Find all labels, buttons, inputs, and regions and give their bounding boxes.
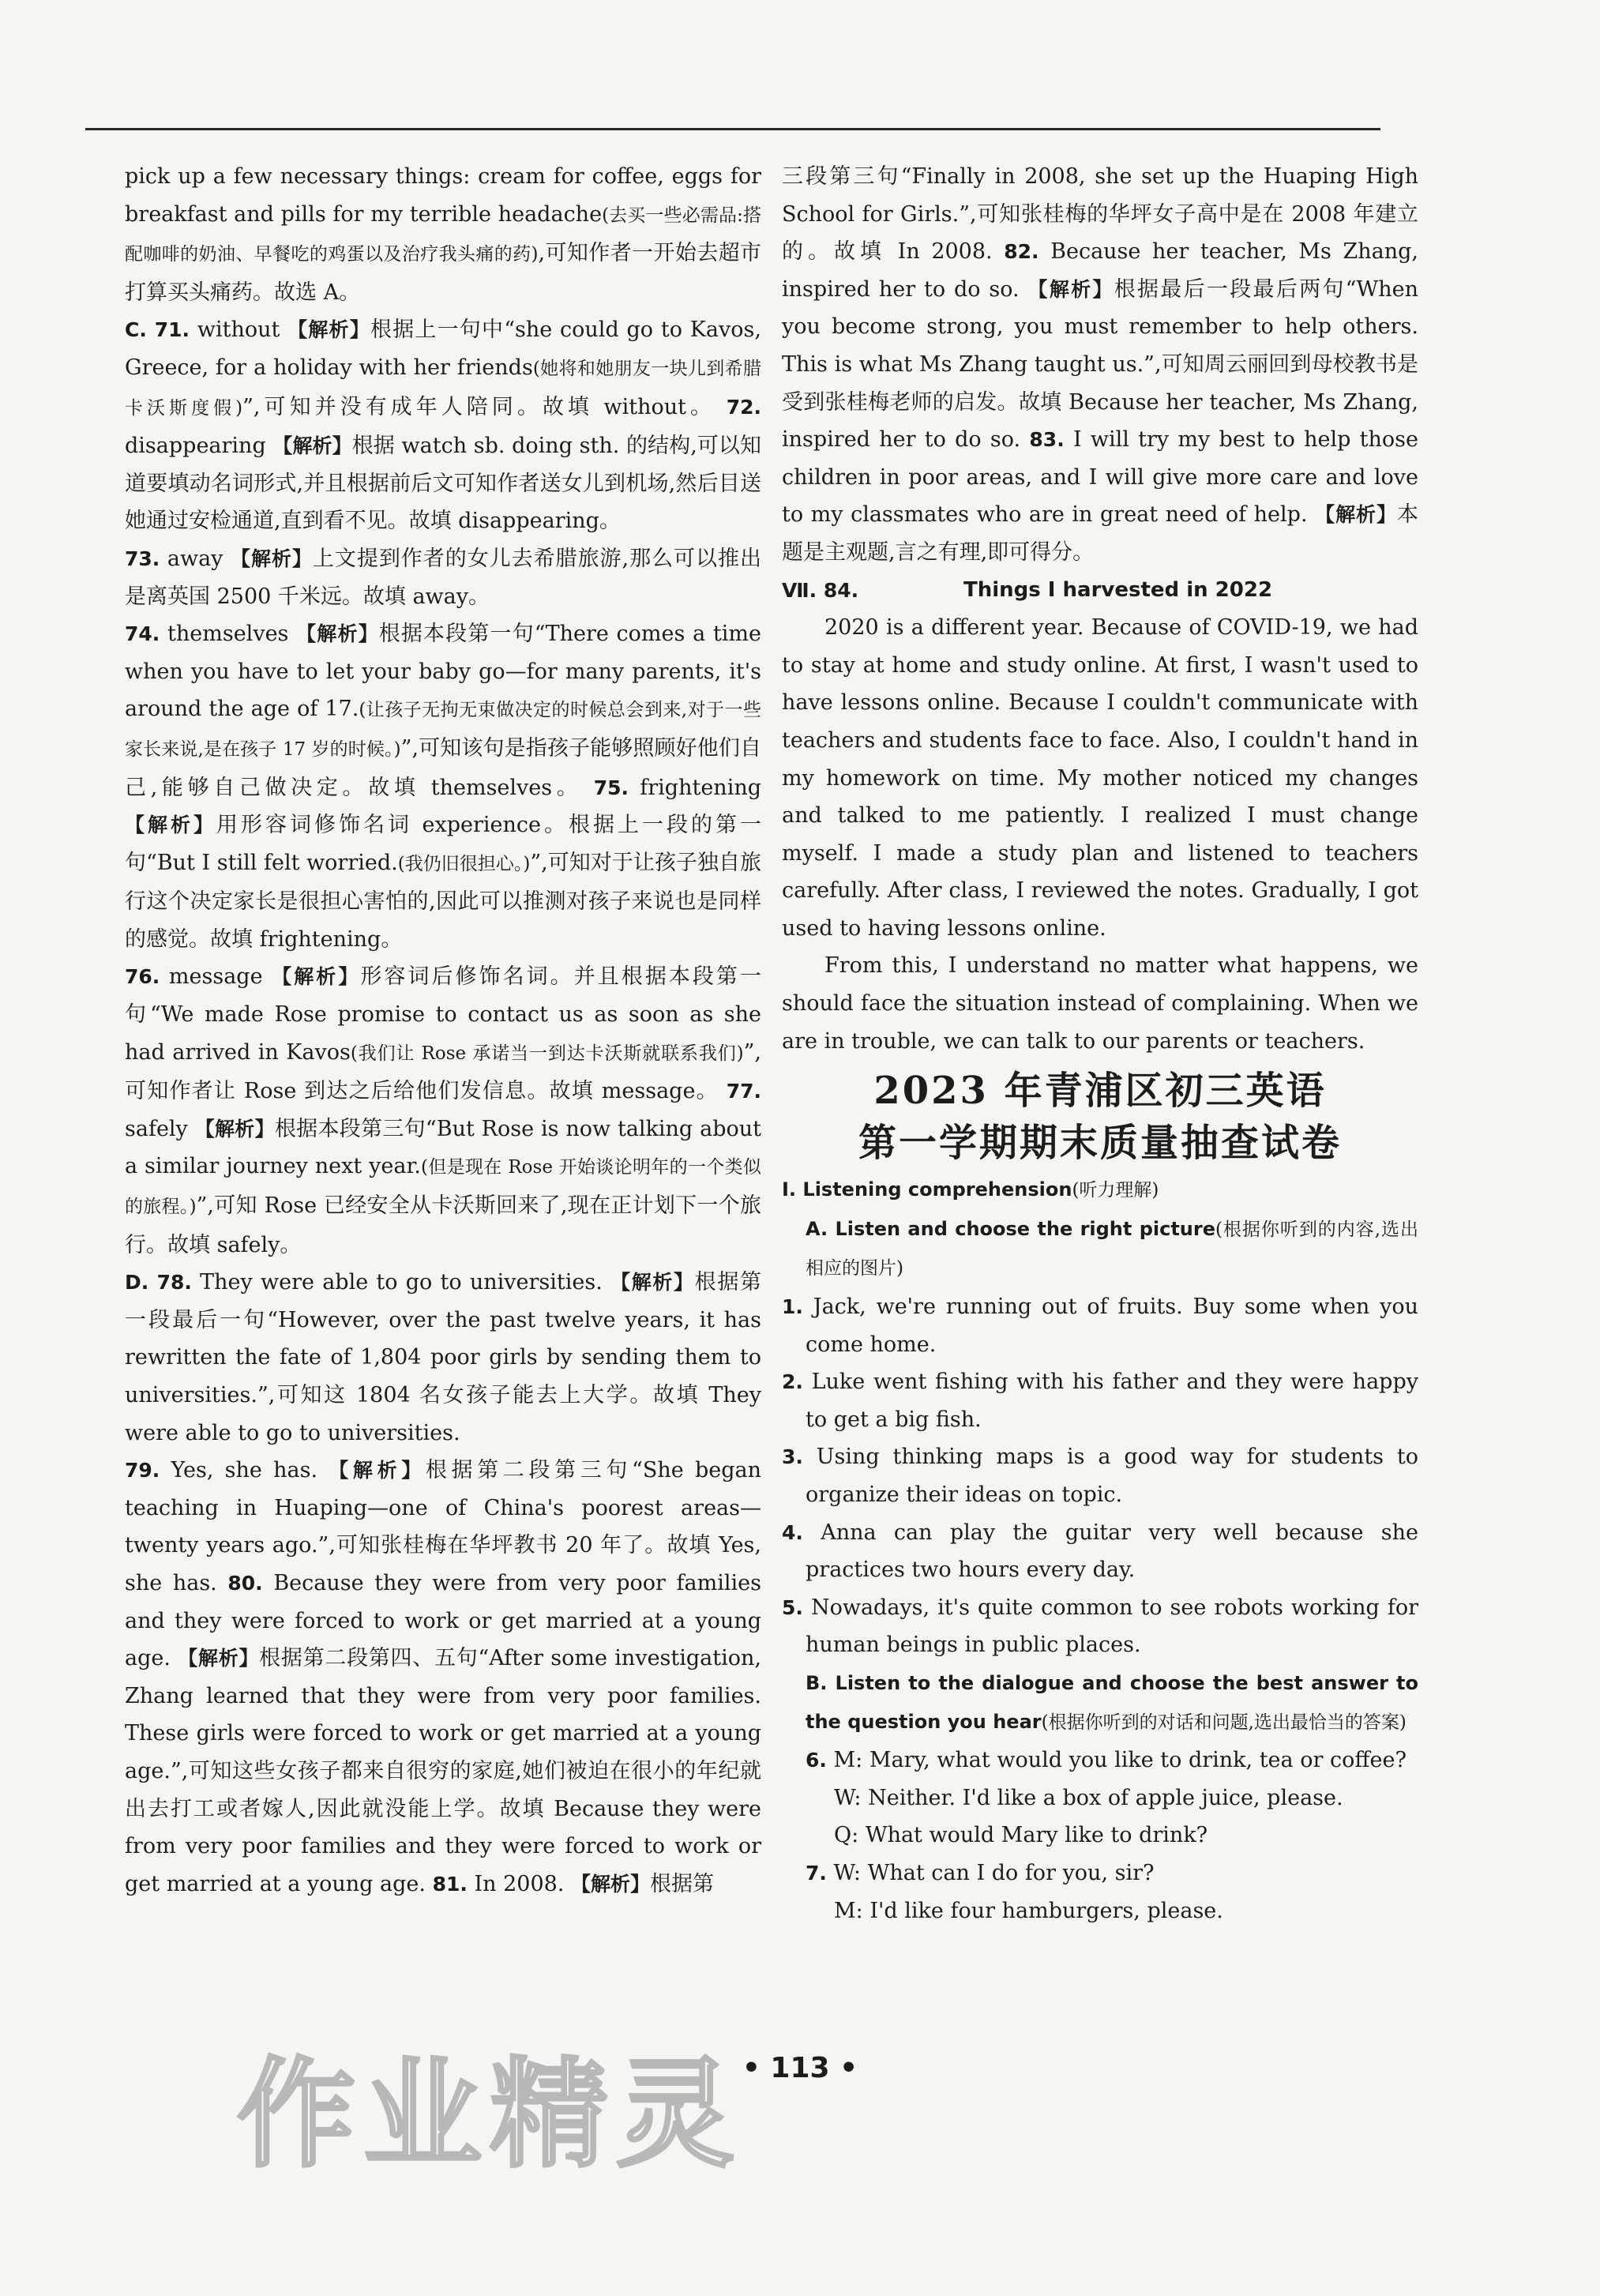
part-b-heading: B. Listen to the dialogue and choose the best answer to the question you hear(根据你听到的对话和问题,选出最恰当的答案)	[806, 1671, 1418, 1733]
dialogue-6-question: Q: What would Mary like to drink?	[834, 1823, 1208, 1848]
dialogue-6-line-2: W: Neither. I'd like a box of apple juice, please.	[834, 1785, 1343, 1810]
answer-76: 76. message 【解析】形容词后修饰名词。并且根据本段第一句“We made Rose promise to contact us as soon as she had arrived in Kavos(我们让 Rose 承诺当一到达卡沃斯就联系我们)”,可知作者让 Rose 到达之后给他们发信息。故填 message。 77. safely 【解析】根据本段第三句“But Rose is now talking about a similar journey next year.(但是现在 Rose 开始谈论明年的一个类似的旅程。)”,可知 Rose 已经安全从卡沃斯回来了,现在正计划下一个旅行。故填 safely。	[125, 964, 761, 1257]
essay-paragraph-2: From this, I understand no matter what happens, we should face the situation instead of complaining. When we are in trouble, we can talk to our parents or teachers.	[782, 953, 1418, 1054]
dialogue-6-line-1: 6. M: Mary, what would you like to drink, tea or coffee?	[806, 1748, 1407, 1773]
left-column	[125, 158, 761, 1903]
exam-title	[782, 1065, 1418, 1169]
essay-title: Things I harvested in 2022	[963, 577, 1273, 602]
exam-title-line-1: 2023 年青浦区初三英语	[873, 1069, 1327, 1114]
listening-item-5: 5. Nowadays, it's quite common to see robots working for human beings in public places.	[782, 1595, 1418, 1658]
watermark: 作业精灵	[237, 2046, 743, 2184]
essay-number: Ⅶ. 84.	[782, 578, 859, 602]
answer-78: D. 78. They were able to go to universities. 【解析】根据第一段最后一句“However, over the past twelve years, it has rewritten the fate of 1,804 poor girls by sending them to universities.”,可知这 1804 名女孩子能去上大学。故填 They were able to go to universities.	[125, 1270, 761, 1445]
answer-74: 74. themselves 【解析】根据本段第一句“There comes a time when you have to let your baby go—for many parents, it's around the age of 17.(让孩子无拘无束做决定的时候总会到来,对于一些家长来说,是在孩子 17 岁的时候。)”,可知该句是指孩子能够照顾好他们自己,能够自己做决定。故填 themselves。 75. frightening 【解析】用形容词修饰名词 experience。根据上一段的第一句“But I still felt worried.(我仍旧很担心。)”,可知对于让孩子独自旅行这个决定家长是很担心害怕的,因此可以推测对孩子来说也是同样的感觉。故填 frightening。	[125, 622, 761, 952]
dialogue-7-line-2: M: I'd like four hamburgers, please.	[834, 1898, 1223, 1923]
page-number: • 113 •	[742, 2052, 858, 2084]
listening-item-3: 3. Using thinking maps is a good way for students to organize their ideas on topic.	[782, 1445, 1418, 1507]
essay-heading	[782, 572, 1418, 610]
essay-paragraph-1: 2020 is a different year. Because of COVID-19, we had to stay at home and study online. At first, I wasn't used to have lessons online. Because I couldn't communicate with teachers and students face to face. Also, I couldn't hand in my homework on time. My mother noticed my changes and talked to me patiently. I realized I must change myself. I made a study plan and listened to teachers carefully. After class, I reviewed the notes. Gradually, I got used to having lessons online.	[782, 615, 1418, 941]
answer-73: 73. away 【解析】上文提到作者的女儿去希腊旅游,那么可以推出是离英国 2500 千米远。故填 away。	[125, 546, 761, 609]
dialogue-7-line-1: 7. W: What can I do for you, sir?	[806, 1860, 1155, 1885]
answer-81-cont: 三段第三句“Finally in 2008, she set up the Huaping High School for Girls.”,可知张桂梅的华坪女子高中是在 2008 年建立的。故填 In 2008. 82. Because her teacher, Ms Zhang, inspired her to do so. 【解析】根据最后一段最后两句“When you become strong, you must remember to help others. This is what Ms Zhang taught us.”,可知周云丽回到母校教书是受到张桂梅老师的启发。故填 Because her teacher, Ms Zhang, inspired her to do so. 83. I will try my best to help those children in poor areas, and I will give more care and love to my classmates who are in great need of help. 【解析】本题是主观题,言之有理,即可得分。	[782, 164, 1418, 565]
answer-79: 79. Yes, she has. 【解析】根据第二段第三句“She began teaching in Huaping—one of China's poorest areas—twenty years ago.”,可知张桂梅在华坪教书 20 年了。故填 Yes, she has. 80. Because they were from very poor families and they were forced to work or get married at a young age. 【解析】根据第二段第四、五句“After some investigation, Zhang learned that they were from very poor families. These girls were forced to work or get married at a young age.”,可知这些女孩子都来自很穷的家庭,她们被迫在很小的年纪就出去打工或者嫁人,因此就没能上学。故填 Because they were from very poor families and they were forced to work or get married at a young age. 81. In 2008. 【解析】根据第	[125, 1458, 761, 1896]
listening-item-4: 4. Anna can play the guitar very well because she practices two hours every day.	[782, 1520, 1418, 1583]
section-1-heading: Ⅰ. Listening comprehension(听力理解)	[782, 1178, 1159, 1201]
part-a-heading: A. Listen and choose the right picture(根据你听到的内容,选出相应的图片)	[806, 1217, 1418, 1280]
listening-item-2: 2. Luke went fishing with his father and they were happy to get a big fish.	[782, 1370, 1418, 1432]
exam-title-line-2: 第一学期期末质量抽查试卷	[858, 1121, 1342, 1166]
answer-70-cont: pick up a few necessary things: cream for coffee, eggs for breakfast and pills for my terrible headache(去买一些必需品:搭配咖啡的奶油、早餐吃的鸡蛋以及治疗我头痛的药),可知作者一开始去超市打算买头痛药。故选 A。	[125, 164, 761, 305]
listening-item-1: 1. Jack, we're running out of fruits. Buy some when you come home.	[782, 1295, 1418, 1357]
top-rule	[85, 128, 1380, 130]
right-column	[782, 158, 1418, 1930]
answer-71: C. 71. without 【解析】根据上一句中“she could go to Kavos, Greece, for a holiday with her friends(她将和她朋友一块儿到希腊卡沃斯度假)”,可知并没有成年人陪同。故填 without。 72. disappearing 【解析】根据 watch sb. doing sth. 的结构,可以知道要填动名词形式,并且根据前后文可知作者送女儿到机场,然后目送她通过安检通道,直到看不见。故填 disappearing。	[125, 318, 761, 534]
